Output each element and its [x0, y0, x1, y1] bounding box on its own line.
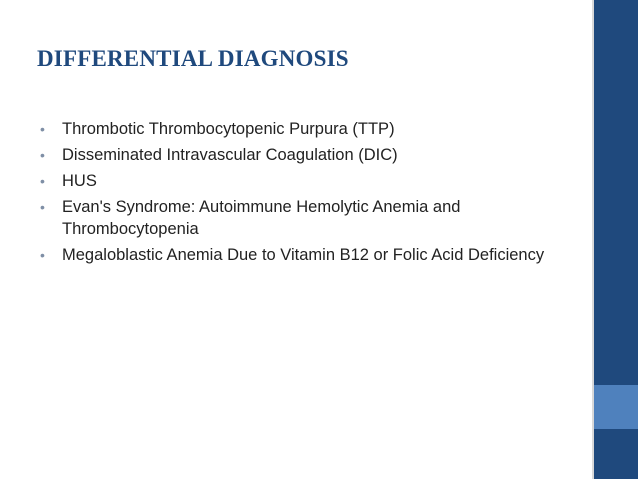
slide-title: DIFFERENTIAL DIAGNOSIS: [37, 46, 349, 71]
list-item-text: HUS: [62, 172, 97, 190]
bullet-icon: •: [40, 199, 45, 215]
bullet-list: [40, 118, 550, 270]
list-item-text: Thrombotic Thrombocytopenic Purpura (TTP): [62, 120, 395, 138]
list-item: [40, 170, 550, 192]
bullet-icon: •: [40, 247, 45, 263]
list-item: [40, 196, 550, 240]
bullet-icon: •: [40, 147, 45, 163]
list-item-text: Disseminated Intravascular Coagulation (DIC): [62, 146, 398, 164]
bullet-icon: •: [40, 173, 45, 189]
list-item-text: Evan's Syndrome: Autoimmune Hemolytic Anemia and Thrombocytopenia: [62, 198, 461, 238]
bullet-icon: •: [40, 121, 45, 137]
decorative-sidebar-accent: [594, 385, 638, 429]
list-item: [40, 144, 550, 166]
list-item: [40, 118, 550, 140]
list-item: [40, 244, 550, 266]
list-item-text: Megaloblastic Anemia Due to Vitamin B12 or Folic Acid Deficiency: [62, 246, 545, 264]
